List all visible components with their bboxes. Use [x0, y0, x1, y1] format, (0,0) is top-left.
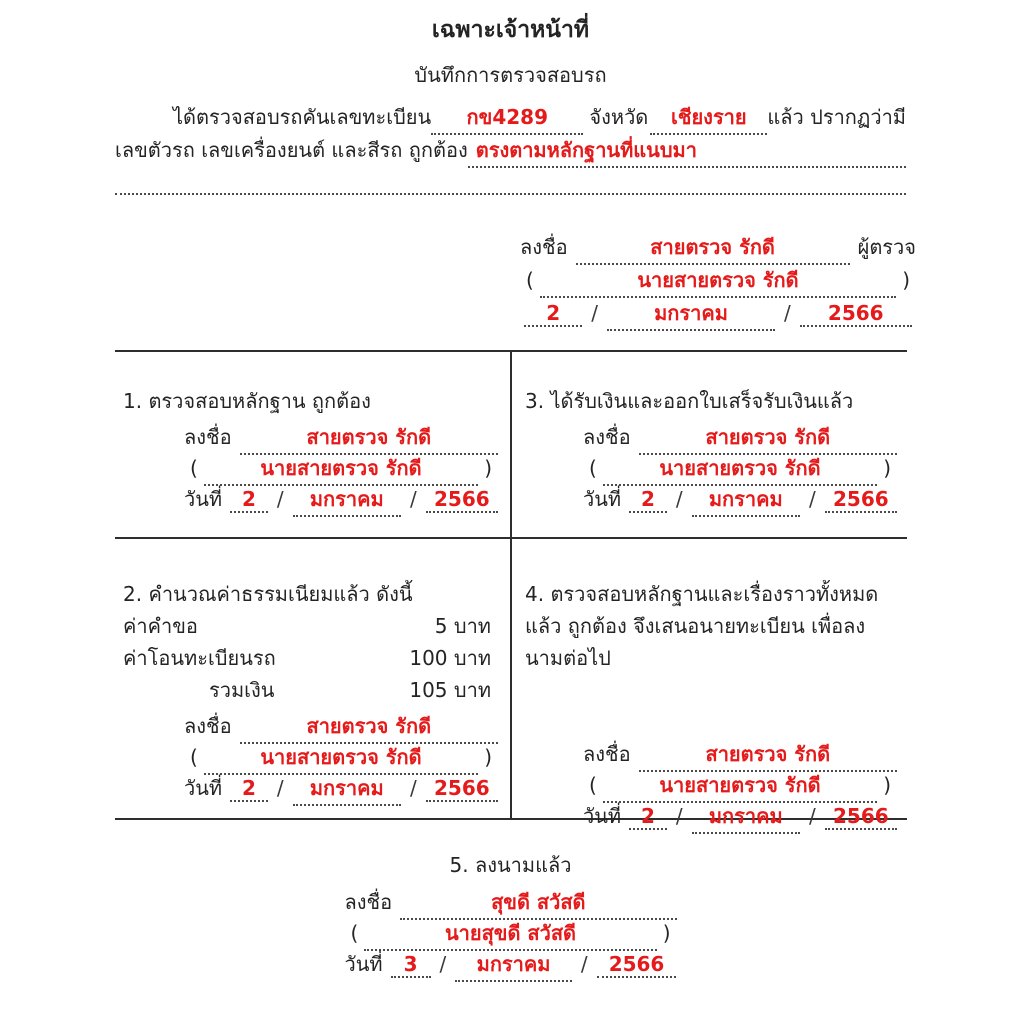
- date-year-value: 2566: [434, 487, 490, 511]
- date-line: [583, 483, 897, 514]
- date-year-value: 2566: [827, 301, 884, 325]
- grid-row-2: [115, 539, 907, 828]
- date-label: วันที่: [184, 487, 223, 511]
- section-box-1: [115, 352, 512, 537]
- date-year-field: [597, 952, 677, 978]
- paren-open: (: [589, 456, 597, 480]
- verification-result-value: ตรงตามหลักฐานที่แนบมา: [475, 138, 697, 162]
- date-separator: /: [675, 487, 683, 511]
- section-1-signature-block: [184, 421, 498, 514]
- date-separator: /: [580, 952, 588, 976]
- section-box-4: [512, 539, 907, 828]
- full-name-field: [364, 917, 656, 951]
- signature-name-line: [520, 231, 916, 264]
- date-day-value: 2: [546, 301, 561, 325]
- signature-value: สายตรวจ รักดี: [650, 235, 775, 259]
- signature-value: สายตรวจ รักดี: [306, 425, 432, 449]
- signature-name-line: [184, 421, 498, 452]
- province-label: จังหวัด: [589, 105, 649, 129]
- fee-label: ค่าคำขอ: [123, 614, 198, 638]
- empty-dotted-line: [115, 167, 906, 195]
- date-line: [345, 948, 677, 979]
- date-day-value: 3: [403, 952, 418, 976]
- section-3-heading: 3. ได้รับเงินและออกใบเสร็จรับเงินแล้ว: [525, 389, 854, 413]
- verification-result-field: [468, 134, 906, 168]
- section-4-signature-block: [583, 738, 897, 831]
- date-month-field: [293, 772, 401, 806]
- sign-label: ลงชื่อ: [184, 425, 232, 449]
- section-2-heading: 2. คำนวณค่าธรรมเนียมแล้ว ดังนี้: [123, 582, 413, 606]
- fee-total-value: 105 บาท: [409, 678, 491, 702]
- date-month-field: [455, 948, 572, 982]
- sign-label: ลงชื่อ: [184, 714, 232, 738]
- date-day-field: [629, 487, 667, 513]
- date-day-value: 2: [641, 804, 655, 828]
- date-day-value: 2: [641, 487, 655, 511]
- full-name-line: [184, 452, 498, 483]
- date-separator: /: [808, 804, 816, 828]
- paren-close: ): [484, 745, 492, 769]
- date-year-value: 2566: [833, 487, 889, 511]
- date-month-field: [692, 483, 800, 517]
- date-separator: /: [409, 487, 417, 511]
- full-name-line: [583, 769, 897, 800]
- full-name-value: นายสายตรวจ รักดี: [637, 268, 799, 292]
- date-year-field: [800, 301, 912, 327]
- date-day-field: [230, 487, 268, 513]
- full-name-line: [520, 264, 916, 297]
- sections-grid: [115, 350, 907, 828]
- paragraph-line1-prefix: ได้ตรวจสอบรถคันเลขทะเบียน: [173, 105, 432, 129]
- fee-row-total: [123, 674, 497, 706]
- fee-row-application: [123, 610, 497, 642]
- paren-close: ): [902, 268, 910, 292]
- signature-field: [576, 231, 850, 265]
- paren-close: ): [484, 456, 492, 480]
- date-month-field: [692, 800, 800, 834]
- paragraph-line-1: [115, 101, 906, 134]
- sign-label: ลงชื่อ: [583, 742, 631, 766]
- fee-total-label: รวมเงิน: [209, 678, 275, 702]
- full-name-line: [184, 741, 498, 772]
- date-month-field: [293, 483, 401, 517]
- fee-row-transfer: [123, 642, 497, 674]
- date-day-value: 2: [242, 776, 256, 800]
- date-line: [184, 772, 498, 803]
- paren-close: ): [883, 456, 891, 480]
- full-name-field: [603, 769, 877, 803]
- full-name-value: นายสุขดี สวัสดี: [444, 921, 577, 945]
- date-year-value: 2566: [608, 952, 665, 976]
- date-separator: /: [675, 804, 683, 828]
- grid-row-1: [115, 352, 907, 539]
- province-value: เชียงราย: [671, 105, 747, 129]
- date-separator: /: [784, 301, 791, 325]
- paren-open: (: [526, 268, 534, 292]
- document-header: [0, 12, 1021, 91]
- date-day-field: [230, 776, 268, 802]
- date-month-value: มกราคม: [309, 776, 384, 800]
- date-year-field: [825, 487, 897, 513]
- paragraph-line2-prefix: เลขตัวรถ เลขเครื่องยนต์ และสีรถ ถูกต้อง: [115, 138, 468, 162]
- full-name-value: นายสายตรวจ รักดี: [659, 773, 821, 797]
- date-month-value: มกราคม: [654, 301, 728, 325]
- date-day-field: [391, 952, 431, 978]
- paragraph-line1-suffix: แล้ว ปรากฏว่ามี: [767, 105, 906, 129]
- inspection-paragraph: [115, 101, 906, 195]
- section-5: [0, 849, 1021, 979]
- signature-field: [400, 886, 676, 920]
- section-5-signature-block: [345, 886, 677, 979]
- fee-table: [123, 610, 497, 706]
- full-name-value: นายสายตรวจ รักดี: [260, 745, 422, 769]
- signature-value: สายตรวจ รักดี: [306, 714, 432, 738]
- date-year-field: [426, 487, 498, 513]
- date-month-field: [607, 297, 775, 331]
- date-separator: /: [276, 776, 284, 800]
- signature-field: [240, 421, 498, 455]
- date-year-field: [426, 776, 498, 802]
- date-separator: /: [591, 301, 598, 325]
- full-name-field: [204, 741, 478, 775]
- date-year-field: [825, 804, 897, 830]
- fee-value: 5 บาท: [434, 614, 491, 638]
- date-day-field: [524, 301, 582, 327]
- date-label: วันที่: [583, 487, 622, 511]
- full-name-value: นายสายตรวจ รักดี: [659, 456, 821, 480]
- signature-name-line: [345, 886, 677, 917]
- section-box-3: [512, 352, 907, 537]
- date-label: วันที่: [344, 952, 383, 976]
- section-5-heading: 5. ลงนามแล้ว: [449, 853, 572, 877]
- section-4-heading: 4. ตรวจสอบหลักฐานและเรื่องราวทั้งหมดแล้ว ถูกต้อง จึงเสนอนายทะเบียน เพื่อลงนามต่อไป: [525, 582, 879, 670]
- section-3-signature-block: [583, 421, 897, 514]
- date-year-value: 2566: [434, 776, 490, 800]
- signature-name-line: [583, 421, 897, 452]
- signature-value: สายตรวจ รักดี: [705, 425, 831, 449]
- page-subtitle: บันทึกการตรวจสอบรถ: [414, 63, 607, 87]
- signature-value: สายตรวจ รักดี: [705, 742, 831, 766]
- registration-number-value: กข4289: [466, 105, 548, 129]
- sign-label: ลงชื่อ: [520, 235, 568, 259]
- paren-open: (: [190, 745, 198, 769]
- signature-field: [639, 738, 897, 772]
- signature-name-line: [583, 738, 897, 769]
- fee-value: 100 บาท: [409, 646, 491, 670]
- full-name-value: นายสายตรวจ รักดี: [260, 456, 422, 480]
- role-label: ผู้ตรวจ: [857, 235, 916, 259]
- date-line: [184, 483, 498, 514]
- date-label: วันที่: [583, 804, 622, 828]
- date-year-value: 2566: [833, 804, 889, 828]
- full-name-line: [583, 452, 897, 483]
- date-month-value: มกราคม: [309, 487, 384, 511]
- signature-value: สุขดี สวัสดี: [491, 890, 586, 914]
- date-line: [583, 800, 897, 831]
- paren-open: (: [589, 773, 597, 797]
- fee-label: ค่าโอนทะเบียนรถ: [123, 646, 276, 670]
- sign-label: ลงชื่อ: [583, 425, 631, 449]
- date-day-field: [629, 804, 667, 830]
- section-1-heading: 1. ตรวจสอบหลักฐาน ถูกต้อง: [123, 389, 371, 413]
- date-separator: /: [808, 487, 816, 511]
- section-2-signature-block: [184, 710, 498, 803]
- full-name-field: [204, 452, 478, 486]
- section-box-2: [115, 539, 512, 818]
- paren-open: (: [190, 456, 198, 480]
- date-month-value: มกราคม: [708, 804, 783, 828]
- date-line: [520, 297, 916, 330]
- registration-number-field: [431, 101, 583, 135]
- signature-name-line: [184, 710, 498, 741]
- page-title: เฉพาะเจ้าหน้าที่: [431, 17, 590, 43]
- full-name-field: [603, 452, 877, 486]
- full-name-line: [345, 917, 677, 948]
- paren-open: (: [350, 921, 359, 945]
- signature-field: [240, 710, 498, 744]
- province-field: [650, 101, 767, 135]
- paren-close: ): [662, 921, 671, 945]
- full-name-field: [540, 264, 896, 298]
- paragraph-line-2: [115, 134, 906, 167]
- inspector-signature-block: [520, 231, 916, 330]
- signature-field: [639, 421, 897, 455]
- date-label: วันที่: [184, 776, 223, 800]
- date-month-value: มกราคม: [476, 952, 551, 976]
- date-separator: /: [276, 487, 284, 511]
- date-separator: /: [439, 952, 447, 976]
- sign-label: ลงชื่อ: [344, 890, 393, 914]
- paren-close: ): [883, 773, 891, 797]
- date-separator: /: [409, 776, 417, 800]
- date-month-value: มกราคม: [708, 487, 783, 511]
- date-day-value: 2: [242, 487, 256, 511]
